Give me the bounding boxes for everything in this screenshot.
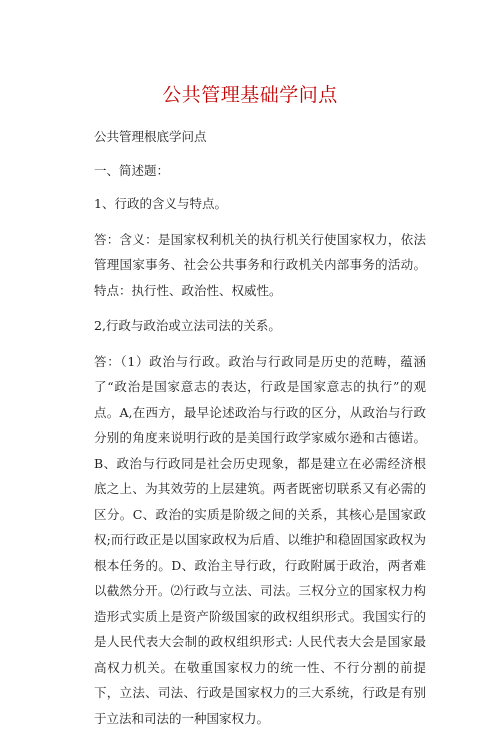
question-2: 2,行政与政治或立法司法的关系。 [94,313,426,339]
document-body [94,124,426,731]
question-1: 1、行政的含义与特点。 [94,191,426,217]
document-title: 公共管理基础学问点 [0,80,500,107]
answer-2: 答：（1）政治与行政。政治与行政同是历史的范畴，蕴涵了“政治是国家意志的表达，行政是国家意志的执行”的观点。A,在西方，最早论述政治与行政的区分，从政治与行政分别的角度来说明行政的是美国行政学家威尔逊和古德诺。B、政治与行政同是社会历史现象，都是建立在必需经济根底之上、为其效劳的上层建筑。两者既密切联系又有必需的区分。C、政治的实质是阶级之间的关系，其核心是国家政权;而行政正是以国家政权为后盾、以维护和稳固国家政权为根本任务的。D、政治主导行政，行政附属于政治，两者难以截然分开。⑵行政与立法、司法。三权分立的国家权力构造形式实质上是资产阶级国家的政权组织形式。我国实行的是人民代表大会制的政权组织形式: 人民代表大会是国家最高权力机关。在敬重国家权力的统一性、不行分割的前提下，立法、司法、行政是国家权力的三大系统，行政是有别于立法和司法的一种国家权力。 [94,349,426,731]
document-subtitle: 公共管理根底学问点 [94,124,426,150]
section-heading: 一、简述题： [94,158,426,184]
answer-1: 答：含义：是国家权利机关的执行机关行使国家权力，依法管理国家事务、社会公共事务和行政机关内部事务的活动。特点：执行性、政治性、权威性。 [94,227,426,304]
